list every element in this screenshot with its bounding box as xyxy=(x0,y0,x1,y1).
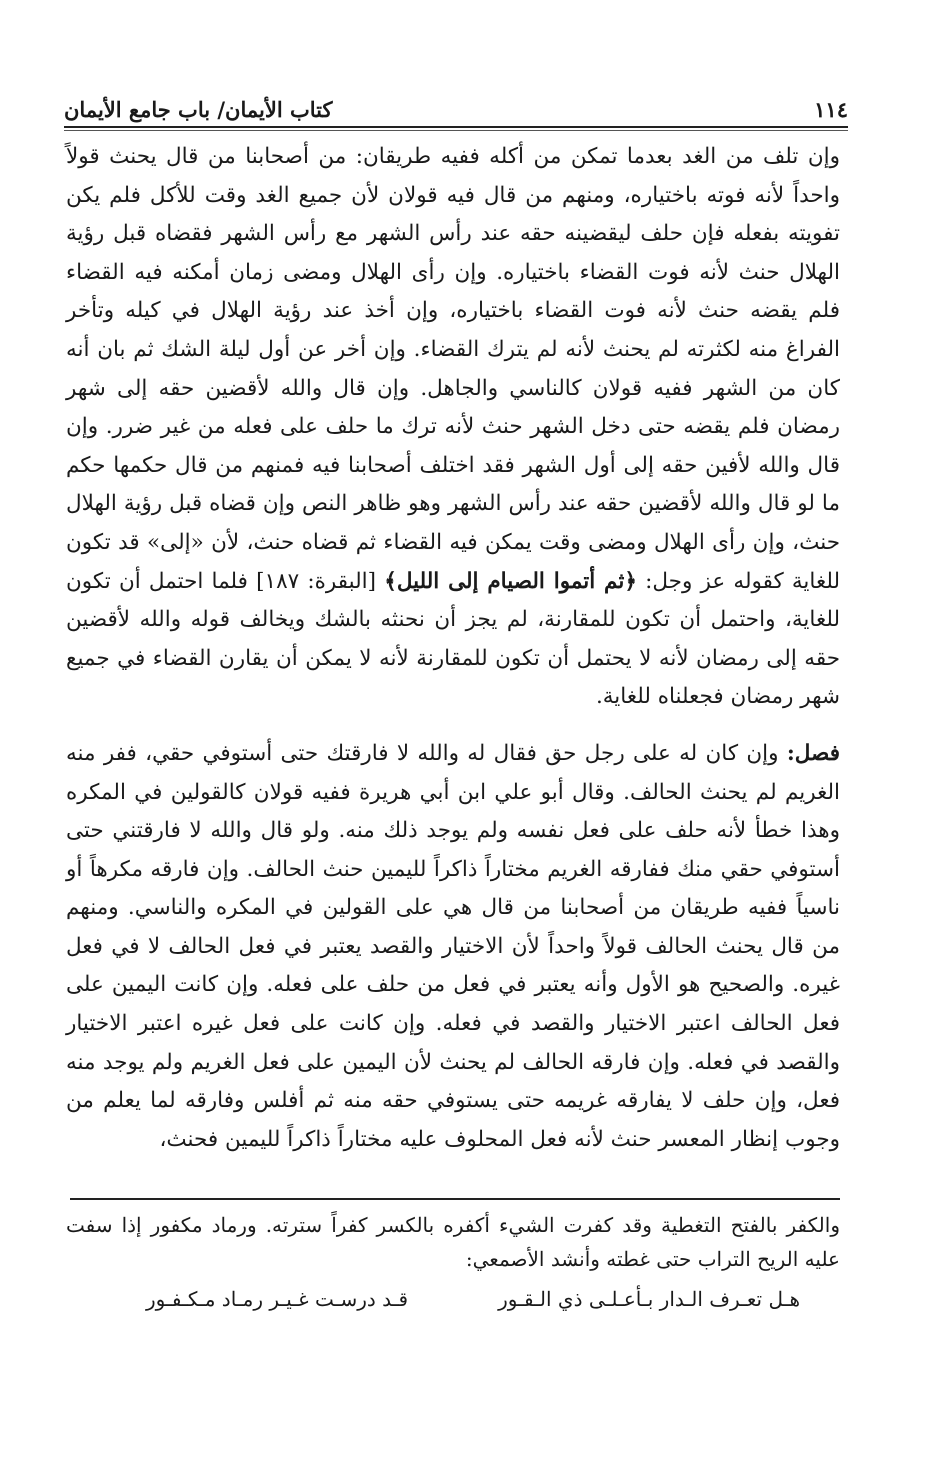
footnote-text: والكفر بالفتح التغطية وقد كفرت الشيء أكفره بالكسر كفراً سترته. ورماد مكفور إذا سفت عليه الريح التراب حتى غطته وأنشد الأصمعي: xyxy=(66,1213,840,1271)
verse-first-hemistich: هـل تعـرف الـدار بـأعـلـى ذي الـقـور xyxy=(498,1287,800,1311)
page-number: ١١٤ xyxy=(814,97,848,122)
paragraph-text-end: فلما احتمل أن تكون للغاية، واحتمل أن تكون للمقارنة، لم يجز أن نحنثه بالشك ويخالف قوله والله لأقضين حقه إلى رمضان لأنه لا يحتمل أن تكون للمقارنة لأنه لا يمكن أن يقارن القضاء في جميع شهر رمضان فجعلناه للغاية. xyxy=(66,568,840,710)
quran-reference: [البقرة: ١٨٧] xyxy=(256,568,377,594)
header-rule-thin xyxy=(64,130,848,131)
paragraph-text: وإن كان له على رجل حق فقال له والله لا فارقتك حتى أستوفي حقي، ففر منه الغريم لم يحنث الحالف. وقال أبو علي ابن أبي هريرة ففيه قولان كالقولين في المكره وهذا خطأ لأنه حلف على فعل نفسه ولم يوجد ذلك منه. ولو قال والله لا فارقتني حتى أستوفي حقي منك ففارقه الغريم مختاراً ذاكراً لليمين حنث الحالف. وإن فارقه مكرهاً أو ناسياً ففيه طريقان من أصحابنا من قال هي على القولين في المكره والناسي. ومنهم من قال يحنث الحالف قولاً واحداً لأن الاختيار والقصد يعتبر في فعل الحالف لا في فعل غيره. والصحيح هو الأول وأنه يعتبر في فعل من حلف على فعله. وإن كانت اليمين على فعل الحالف اعتبر الاختيار والقصد في فعله. وإن كانت على فعل غيره اعتبر الاختيار والقصد في فعله. وإن فارقه الحالف لم يحنث لأن اليمين على فعل الغريم ولم يوجد منه فعل، وإن حلف لا يفارقه غريمه حتى يستوفي حقه منه ثم أفلس وفارقه لما يعلم من وجوب إنظار المعسر حنث لأنه فعل المحلوف عليه مختاراً ذاكراً لليمين فحنث، xyxy=(66,740,840,1152)
paragraph xyxy=(66,138,840,717)
poetry-verse xyxy=(66,1276,840,1316)
header-rule xyxy=(64,126,848,128)
paragraph xyxy=(66,735,840,1160)
quran-verse: ﴿ثم أتموا الصيام إلى الليل﴾ xyxy=(384,568,637,594)
paragraph-gap xyxy=(66,717,840,735)
verse-second-hemistich: قـد درسـت غـيـر رمـاد مـكـفـور xyxy=(146,1287,409,1311)
chapter-title: كتاب الأيمان/ باب جامع الأيمان xyxy=(64,97,333,122)
paragraph-text: وإن تلف من الغد بعدما تمكن من أكله ففيه طريقان: من أصحابنا من قال يحنث قولاً واحداً لأنه فوته باختياره، ومنهم من قال فيه قولان لأن جميع الغد وقت للأكل فلم يكن تفويته بفعله فإن حلف ليقضينه حقه عند رأس الشهر مع رأس الشهر فقضاه قبل رؤية الهلال حنث لأنه فوت القضاء باختياره. وإن رأى الهلال ومضى زمان أمكنه فيه القضاء فلم يقضه حنث لأنه فوت القضاء باختياره، وإن أخذ عند رؤية الهلال في كيله وتأخر الفراغ منه لكثرته لم يحنث لأنه لم يترك القضاء. وإن أخر عن أول ليلة الشك ثم بان أنه كان من الشهر ففيه قولان كالناسي والجاهل. وإن قال والله لأقضين حقه إلى شهر رمضان فلم يقضه حتى دخل الشهر حنث لأنه ترك ما حلف على فعله من غير ضرر. وإن قال والله لأفين حقه إلى أول الشهر فقد اختلف أصحابنا فيه فمنهم من قال حكمها حكم ما لو قال والله لأقضين حقه عند رأس الشهر وهو ظاهر النص وإن قضاه قبل رؤية الهلال حنث، وإن رأى الهلال ومضى وقت يمكن فيه القضاء ثم قضاه حنث، لأن «إلى» قد تكون للغاية كقوله عز وجل: xyxy=(66,144,841,594)
footnote-separator xyxy=(70,1198,840,1200)
main-text xyxy=(66,138,840,1159)
footnote xyxy=(66,1208,840,1316)
running-header xyxy=(64,84,848,122)
section-label: فصل: xyxy=(786,740,840,766)
